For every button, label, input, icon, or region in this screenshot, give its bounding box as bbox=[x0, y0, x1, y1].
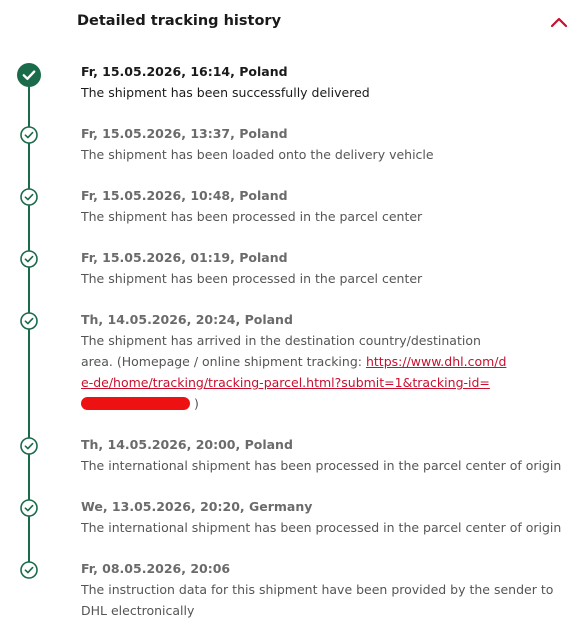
event-description-text: The shipment has arrived in the destination country/destination area. bbox=[81, 333, 481, 369]
check-circle-icon bbox=[20, 312, 38, 330]
check-circle-icon bbox=[20, 188, 38, 206]
event-description: The international shipment has been processed in the parcel center of origin bbox=[81, 458, 562, 473]
event-date: Fr, 15.05.2026, 01:19, Poland bbox=[81, 250, 288, 265]
tracking-note-suffix: ) bbox=[193, 396, 199, 411]
tracking-link[interactable]: https://www.dhl.com/de-de/home/tracking/tracking-parcel.html?submit=1&tracking-id= bbox=[81, 354, 507, 390]
event-description bbox=[81, 330, 511, 414]
event-description: The shipment has been processed in the parcel center bbox=[81, 271, 423, 286]
check-circle-icon bbox=[20, 561, 38, 579]
check-circle-filled-icon bbox=[17, 63, 41, 87]
event-description: The instruction data for this shipment have been provided by the sender to DHL electronically bbox=[81, 582, 554, 618]
redacted-tracking-id bbox=[81, 397, 190, 410]
check-circle-icon bbox=[20, 499, 38, 517]
check-circle-icon bbox=[20, 250, 38, 268]
event-date: Fr, 15.05.2026, 13:37, Poland bbox=[81, 126, 288, 141]
event-date: Fr, 15.05.2026, 10:48, Poland bbox=[81, 188, 288, 203]
chevron-up-icon[interactable] bbox=[550, 16, 568, 28]
event-description: The shipment has been processed in the parcel center bbox=[81, 209, 423, 224]
tracking-history-header[interactable] bbox=[0, 0, 582, 46]
event-description: The shipment has been loaded onto the delivery vehicle bbox=[81, 147, 434, 162]
check-circle-icon bbox=[20, 437, 38, 455]
check-circle-icon bbox=[20, 126, 38, 144]
event-date: Th, 14.05.2026, 20:24, Poland bbox=[81, 312, 293, 327]
event-date: Th, 14.05.2026, 20:00, Poland bbox=[81, 437, 293, 452]
tracking-note-prefix: (Homepage / online shipment tracking: bbox=[116, 354, 362, 369]
tracking-history-title: Detailed tracking history bbox=[77, 13, 282, 29]
event-date: We, 13.05.2026, 20:20, Germany bbox=[81, 499, 313, 514]
event-date: Fr, 15.05.2026, 16:14, Poland bbox=[81, 64, 288, 79]
event-description: The shipment has been successfully delivered bbox=[81, 85, 370, 100]
event-date: Fr, 08.05.2026, 20:06 bbox=[81, 561, 231, 576]
event-description: The international shipment has been processed in the parcel center of origin bbox=[81, 520, 562, 535]
